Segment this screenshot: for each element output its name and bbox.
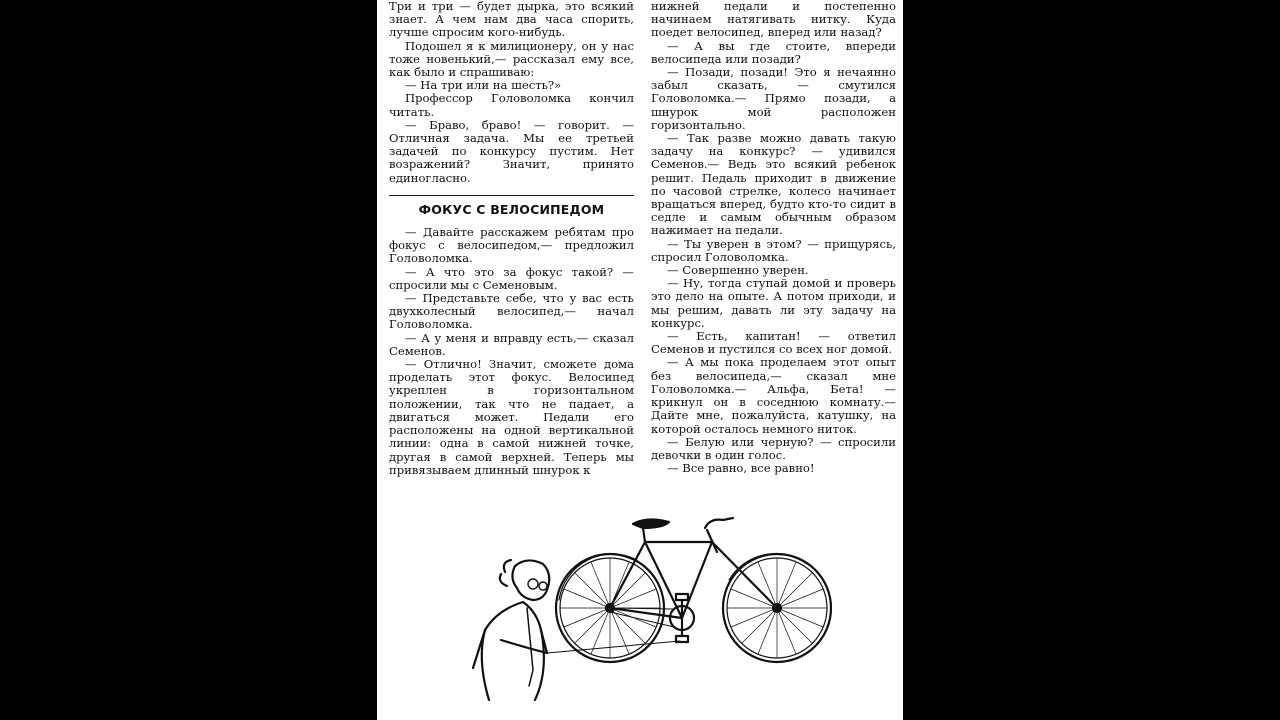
- paragraph: — Позади, позади! Это я нечаянно забыл сказать, — смутился Головоломка.— Прямо позади, а шнурок мой расположен горизонтально.: [651, 65, 896, 132]
- paragraph: — На три или на шесть?»: [405, 78, 562, 93]
- section-heading: ФОКУС С ВЕЛОСИПЕДОМ: [389, 195, 634, 216]
- paragraph: Профессор Головоломка кончил читать.: [389, 91, 634, 119]
- paragraph: — А мы пока проделаем этот опыт без велосипеда,— сказал мне Головоломка.— Альфа, Бета! — крикнул он в соседнюю комнату.— Дайте мне, пожалуйста, катушку, на которой осталось немного ниток.: [651, 355, 896, 436]
- paragraph: — Есть, капитан! — ответил Семенов и пустился со всех ног домой.: [651, 329, 896, 357]
- paragraph: — Ну, тогда ступай домой и проверь это дело на опыте. А потом приходи, и мы решим, давать ли эту задачу на конкурс.: [651, 276, 896, 330]
- paragraph: — Браво, браво! — говорит. — Отличная задача. Мы ее третьей задачей по конкурсу пустим. Нет возражений? Значит, принято единогласно.: [389, 117, 634, 185]
- paragraph: — Ты уверен в этом? — прищурясь, спросил Головоломка.: [651, 236, 896, 264]
- right-column: [651, 0, 896, 475]
- paragraph: — Представьте себе, что у вас есть двухколесный велосипед,— начал Головоломка.: [389, 291, 634, 332]
- paragraph: Три и три — будет дырка, это всякий знает. А чем нам два часа спорить, лучше спросим кого-нибудь.: [389, 0, 634, 40]
- professor-figure: [473, 560, 549, 700]
- paragraph: — Все равно, все равно!: [667, 461, 815, 476]
- string: [547, 641, 680, 653]
- paragraph: — А что это за фокус такой? — спросили мы с Семеновым.: [389, 264, 634, 292]
- paragraph: — А у меня и вправду есть,— сказал Семенов.: [389, 330, 634, 358]
- paragraph-continuation: нижней педали и постепенно начинаем натягивать нитку. Куда поедет велосипед, вперед или назад?: [651, 0, 896, 40]
- book-page: [377, 0, 903, 720]
- paragraph: Подошел я к милиционеру, он у нас тоже новенький,— рассказал ему все, как было и спрашиваю:: [389, 38, 634, 80]
- paragraph: — Давайте расскажем ребятам про фокус с велосипедом,— предложил Головоломка.: [389, 225, 634, 266]
- left-column: [389, 0, 634, 477]
- bicycle-illustration: [377, 490, 903, 720]
- paragraph: — Совершенно уверен.: [667, 263, 809, 278]
- paragraph: — Отлично! Значит, сможете дома проделать этот фокус. Велосипед укреплен в горизонтальном положении, так что не падает, а двигаться может. Педали его расположены на одной вертикальной линии: одна в самой нижней точке, другая в самой верхней. Теперь мы привязываем длинный шнурок к: [389, 357, 634, 477]
- paragraph: — Белую или черную? — спросили девочки в один голос.: [651, 434, 896, 462]
- paragraph: — Так разве можно давать такую задачу на конкурс? — удивился Семенов.— Ведь это всякий ребенок решит. Педаль приходит в движение по часовой стрелке, колесо начинает вращаться вперед, будто кто-то сидит в седле и самым обычным образом нажимает на педали.: [651, 131, 896, 238]
- paragraph: — А вы где стоите, впереди велосипеда или позади?: [651, 38, 896, 66]
